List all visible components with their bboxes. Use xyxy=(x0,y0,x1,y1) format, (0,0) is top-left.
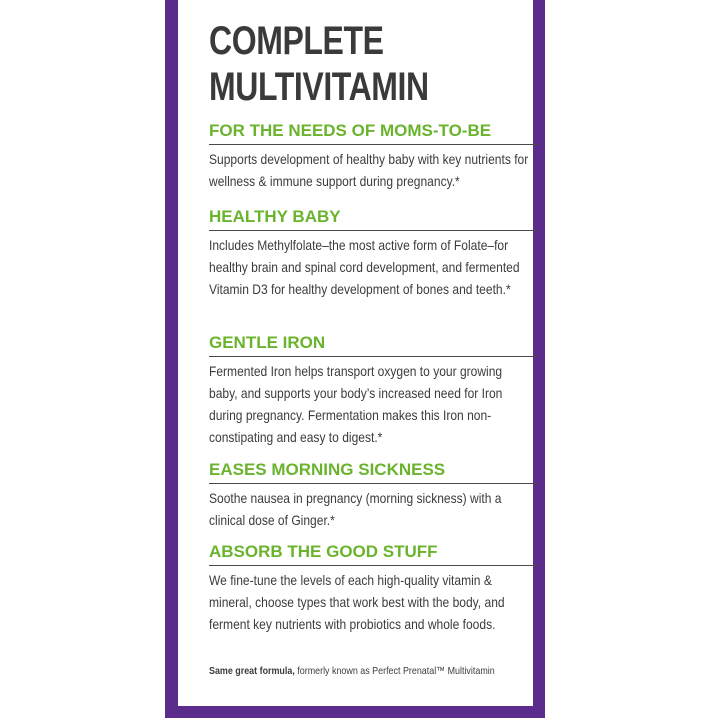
section-body: Fermented Iron helps transport oxygen to your growing baby, and supports your body’s increased need for Iron during pregnancy. Fermentation makes this Iron non-constipating and easy to digest.* xyxy=(209,363,503,445)
section-heading: HEALTHY BABY xyxy=(209,206,539,231)
label-content xyxy=(178,0,533,706)
section-heading: ABSORB THE GOOD STUFF xyxy=(209,541,539,566)
footnote xyxy=(209,664,495,678)
section-gentle-iron xyxy=(209,332,539,448)
section-moms-to-be xyxy=(209,120,539,192)
section-heading: FOR THE NEEDS OF MOMS-TO-BE xyxy=(209,120,539,145)
section-body: We fine-tune the levels of each high-quality vitamin & mineral, choose types that work best with the body, and ferment key nutrients with probiotics and whole foods. xyxy=(209,572,505,632)
section-body: Supports development of healthy baby with key nutrients for wellness & immune support during pregnancy.* xyxy=(209,151,529,189)
section-morning-sickness xyxy=(209,459,539,531)
page-title xyxy=(209,18,429,110)
section-body: Soothe nausea in pregnancy (morning sickness) with a clinical dose of Ginger.* xyxy=(209,490,502,528)
section-body: Includes Methylfolate–the most active form of Folate–for healthy brain and spinal cord development, and fermented Vitamin D3 for healthy development of bones and teeth.* xyxy=(209,237,520,297)
purple-border-panel xyxy=(165,0,545,718)
title-line-1: COMPLETE xyxy=(209,19,384,63)
footnote-text: formerly known as Perfect Prenatal™ Multivitamin xyxy=(294,665,495,677)
section-heading: GENTLE IRON xyxy=(209,332,539,357)
section-heading: EASES MORNING SICKNESS xyxy=(209,459,539,484)
title-line-2: MULTIVITAMIN xyxy=(209,65,429,109)
footnote-bold: Same great formula, xyxy=(209,665,295,677)
section-absorb xyxy=(209,541,539,635)
section-healthy-baby xyxy=(209,206,539,300)
